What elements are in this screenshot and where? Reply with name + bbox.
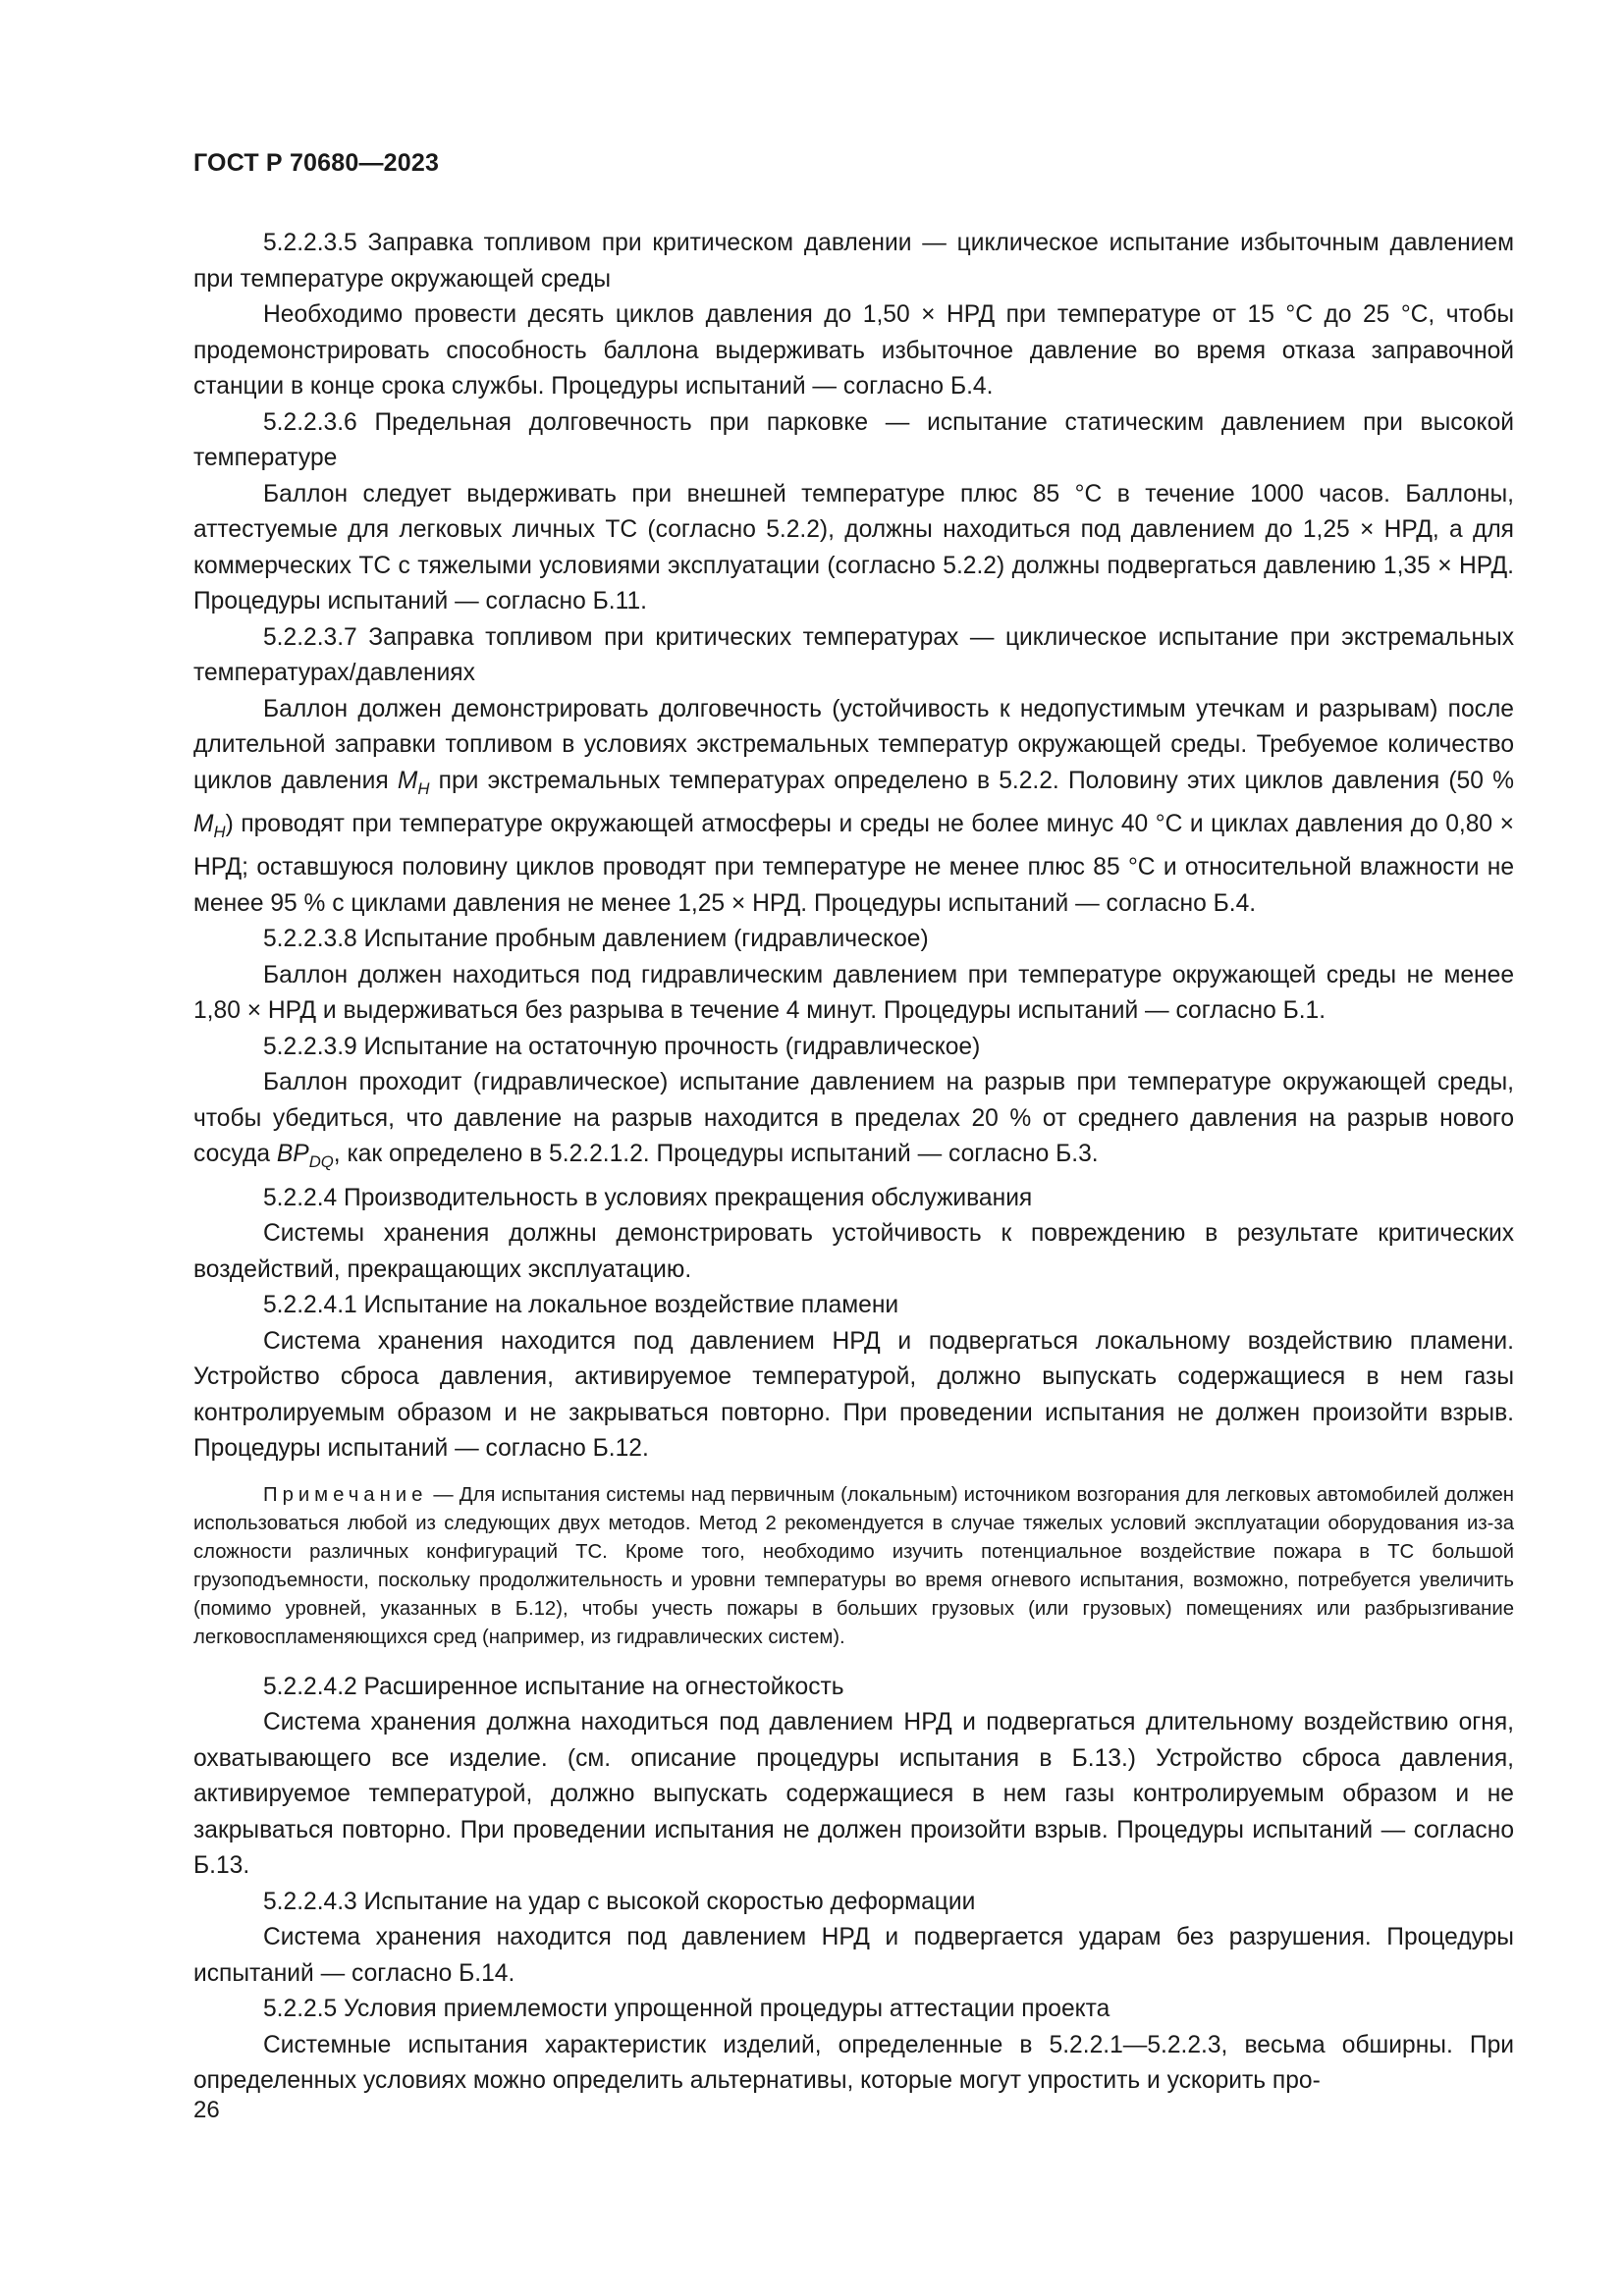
paragraph-heading: 5.2.2.4.1 Испытание на локальное воздействие пламени <box>263 1292 899 1319</box>
paragraph <box>193 692 1514 923</box>
paragraph: Система хранения находится под давлением НРД и подвергается ударам без разрушения. Процедуры испытаний — согласно Б.14. <box>193 1924 1514 1987</box>
paragraph <box>193 1065 1514 1180</box>
text-run: при экстремальных температурах определено в 5.2.2. Половину этих циклов давления (50 % <box>429 767 1514 794</box>
paragraph: Баллон должен находиться под гидравлическим давлением при температуре окружающей среды не менее 1,80 × НРД и выдерживаться без разрыва в течение 4 минут. Процедуры испытаний — согласно Б.1. <box>193 961 1514 1025</box>
page-number: 26 <box>193 2097 220 2123</box>
paragraph-heading: 5.2.2.5 Условия приемлемости упрощенной процедуры аттестации проекта <box>263 1996 1110 2023</box>
text-run: ) проводят при температуре окружающей атмосферы и среды не более минус 40 °С и циклах давления до 0,80 × НРД; оставшуюся половину циклов проводят при температуре не менее плюс 85 °С и относительной влажности не менее 95 % с циклами давления не менее 1,25 × НРД. Процедуры испытаний — согласно Б.4. <box>193 810 1514 917</box>
paragraph-heading: 5.2.2.4.3 Испытание на удар с высокой скоростью деформации <box>263 1888 976 1915</box>
text-run: , как определено в 5.2.2.1.2. Процедуры испытаний — согласно Б.3. <box>333 1141 1099 1168</box>
symbol-m-h: $M_H$ <box>193 810 226 841</box>
paragraph: Системные испытания характеристик изделий, определенные в 5.2.2.1—5.2.2.3, весьма обширны. При определенных условиях можно определить альтернативы, которые могут упростить и ускорить про- <box>193 2031 1514 2095</box>
paragraph: Баллон следует выдерживать при внешней температуре плюс 85 °С в течение 1000 часов. Баллоны, аттестуемые для легковых личных ТС (согласно 5.2.2), должны находиться под давлением до 1,25 × НРД, а для коммерческих ТС с тяжелыми условиями эксплуатации (согласно 5.2.2) должны подвергаться давлению 1,35 × НРД. Процедуры испытаний — согласно Б.11. <box>193 480 1514 614</box>
paragraph: Система хранения находится под давлением НРД и подвергаться локальному воздействию пламени. Устройство сброса давления, активируемое температурой, должно выпускать содержащиеся в нем газы контролируемым образом и не закрываться повторно. При проведении испытания не должен произойти взрыв. Процедуры испытаний — согласно Б.12. <box>193 1327 1514 1463</box>
note-text: — Для испытания системы над первичным (локальным) источником возгорания для легковых автомобилей должен использоваться любой из следующих двух методов. Метод 2 рекомендуется в случае тяжелых условий эксплуатации оборудования из-за сложности различных конфигураций ТС. Кроме того, необходимо изучить потенциальное воздействие пожара в ТС большой грузоподъемности, поскольку продолжительность и уровни температуры во время огневого испытания, возможно, потребуется увеличить (помимо уровней, указанных в Б.12), чтобы учесть пожары в больших грузовых (или грузовых) помещениях или разбрызгивание легковоспламеняющихся сред (например, из гидравлических систем). <box>193 1483 1514 1648</box>
paragraph-heading: 5.2.2.4 Производительность в условиях прекращения обслуживания <box>263 1184 1033 1211</box>
paragraph: Системы хранения должны демонстрировать устойчивость к повреждению в результате критических воздействий, прекращающих эксплуатацию. <box>193 1220 1514 1283</box>
note <box>193 1481 1514 1652</box>
paragraph-heading: 5.2.2.3.8 Испытание пробным давлением (гидравлическое) <box>263 926 929 953</box>
paragraph-heading: 5.2.2.3.7 Заправка топливом при критических температурах — циклическое испытание при экстремальных температурах/давлениях <box>193 623 1514 686</box>
document-body <box>193 226 1514 2100</box>
paragraph-heading: 5.2.2.3.5 Заправка топливом при критическом давлении — циклическое испытание избыточным давлением при температуре окружающей среды <box>193 230 1514 293</box>
paragraph: Система хранения должна находиться под давлением НРД и подвергаться длительному воздействию огня, охватывающего все изделие. (см. описание процедуры испытания в Б.13.) Устройство сброса давления, активируемое температурой, должно выпускать содержащиеся в нем газы контролируемым образом и не закрываться повторно. При проведении испытания не должен произойти взрыв. Процедуры испытаний — согласно Б.13. <box>193 1709 1514 1880</box>
paragraph: Необходимо провести десять циклов давления до 1,50 × НРД при температуре от 15 °С до 25 °С, чтобы продемонстрировать способность баллона выдерживать избыточное давление во время отказа заправочной станции в конце срока службы. Процедуры испытаний — согласно Б.4. <box>193 301 1514 400</box>
note-label: Примечание <box>263 1483 428 1506</box>
paragraph-heading: 5.2.2.3.9 Испытание на остаточную прочность (гидравлическое) <box>263 1033 981 1060</box>
text-run: Баллон должен демонстрировать долговечность (устойчивость к недопустимым утечкам и разрывам) после длительной заправки топливом в условиях экстремальных температур окружающей среды. Требуемое количество циклов давления <box>193 695 1514 794</box>
symbol-bp-dq: $BP_{DQ}$ <box>276 1141 334 1172</box>
symbol-m-h: $M_H$ <box>397 767 430 798</box>
text-run: Баллон проходит (гидравлическое) испытание давлением на разрыв при температуре окружающей среды, чтобы убедиться, что давление на разрыв находится в пределах 20 % от среднего давления на разрыв нового сосуда <box>193 1069 1514 1168</box>
paragraph-heading: 5.2.2.3.6 Предельная долговечность при парковке — испытание статическим давлением при высокой температуре <box>193 408 1514 471</box>
paragraph-heading: 5.2.2.4.2 Расширенное испытание на огнестойкость <box>263 1673 844 1700</box>
document-header: ГОСТ Р 70680—2023 <box>193 149 440 177</box>
